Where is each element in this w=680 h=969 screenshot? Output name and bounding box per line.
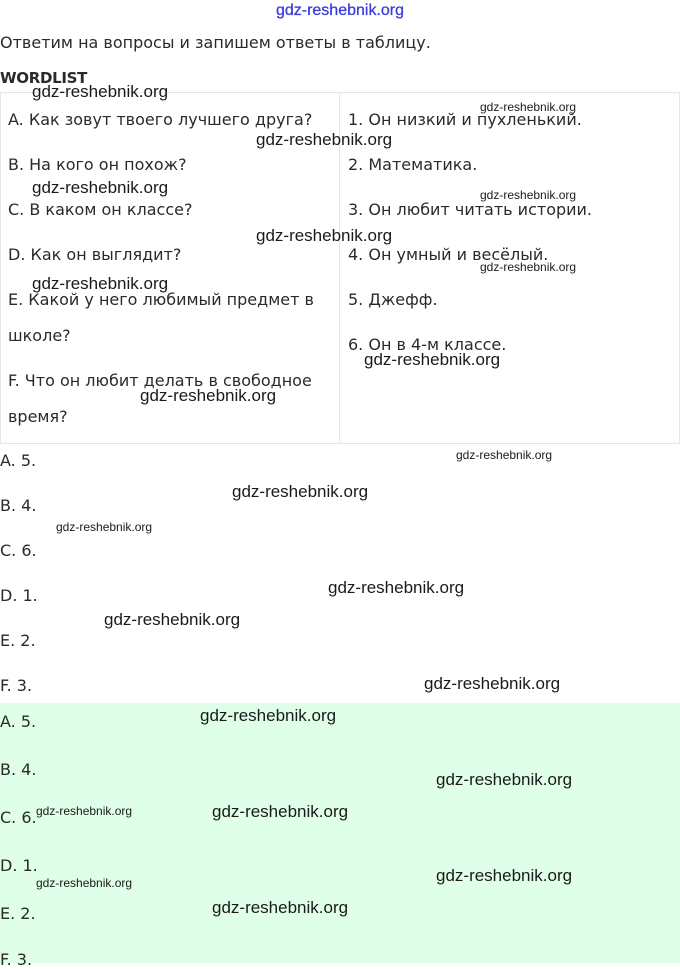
panel-match-c: C. 6. [0,808,37,827]
watermark: gdz-reshebnik.org [424,674,561,693]
watermark: gdz-reshebnik.org [200,706,337,725]
watermark: gdz-reshebnik.org [436,866,573,885]
watermark: gdz-reshebnik.org [480,188,577,202]
panel-match-f: F. 3. [0,950,33,969]
match-a: A. 5. [0,451,37,470]
watermark: gdz-reshebnik.org [36,804,133,818]
watermark: gdz-reshebnik.org [56,520,153,534]
site-watermark-header[interactable]: gdz-reshebnik.org [275,2,405,19]
watermark: gdz-reshebnik.org [328,578,465,597]
match-d: D. 1. [0,586,38,605]
watermark: gdz-reshebnik.org [32,178,169,197]
question-c: C. В каком он классе? [8,200,193,219]
question-e-continued: школе? [8,326,71,345]
question-a: A. Как зовут твоего лучшего друга? [8,110,313,129]
answer-2: 2. Математика. [348,155,478,174]
match-f: F. 3. [0,676,33,695]
answer-5: 5. Джефф. [348,290,438,309]
watermark: gdz-reshebnik.org [480,260,577,274]
question-f-continued: время? [8,407,68,426]
watermark: gdz-reshebnik.org [36,876,133,890]
wordlist-title: WORDLIST [0,69,88,87]
question-d: D. Как он выглядит? [8,245,182,264]
question-b: B. На кого он похож? [8,155,187,174]
watermark: gdz-reshebnik.org [232,482,369,501]
watermark: gdz-reshebnik.org [364,350,501,369]
watermark: gdz-reshebnik.org [140,386,277,405]
question-e: E. Какой у него любимый предмет в [8,290,314,309]
answer-4: 4. Он умный и весёлый. [348,245,549,264]
answer-6: 6. Он в 4-м классе. [348,335,507,354]
answer-3: 3. Он любит читать истории. [348,200,593,219]
watermark: gdz-reshebnik.org [212,898,349,917]
watermark: gdz-reshebnik.org [456,448,553,462]
match-b: B. 4. [0,496,37,515]
watermark: gdz-reshebnik.org [32,82,169,101]
match-c: C. 6. [0,541,37,560]
answer-1: 1. Он низкий и пухленький. [348,110,582,129]
panel-match-d: D. 1. [0,856,38,875]
watermark: gdz-reshebnik.org [256,130,393,149]
watermark: gdz-reshebnik.org [436,770,573,789]
watermark: gdz-reshebnik.org [104,610,241,629]
intro-text: Ответим на вопросы и запишем ответы в таблицу. [0,33,431,52]
watermark: gdz-reshebnik.org [480,100,577,114]
panel-match-a: A. 5. [0,712,37,731]
panel-match-b: B. 4. [0,760,37,779]
watermark: gdz-reshebnik.org [256,226,393,245]
panel-match-e: E. 2. [0,904,36,923]
watermark: gdz-reshebnik.org [32,274,169,293]
answer-panel [0,703,680,963]
match-e: E. 2. [0,631,36,650]
watermark: gdz-reshebnik.org [212,802,349,821]
question-f: F. Что он любит делать в свободное [8,371,312,390]
